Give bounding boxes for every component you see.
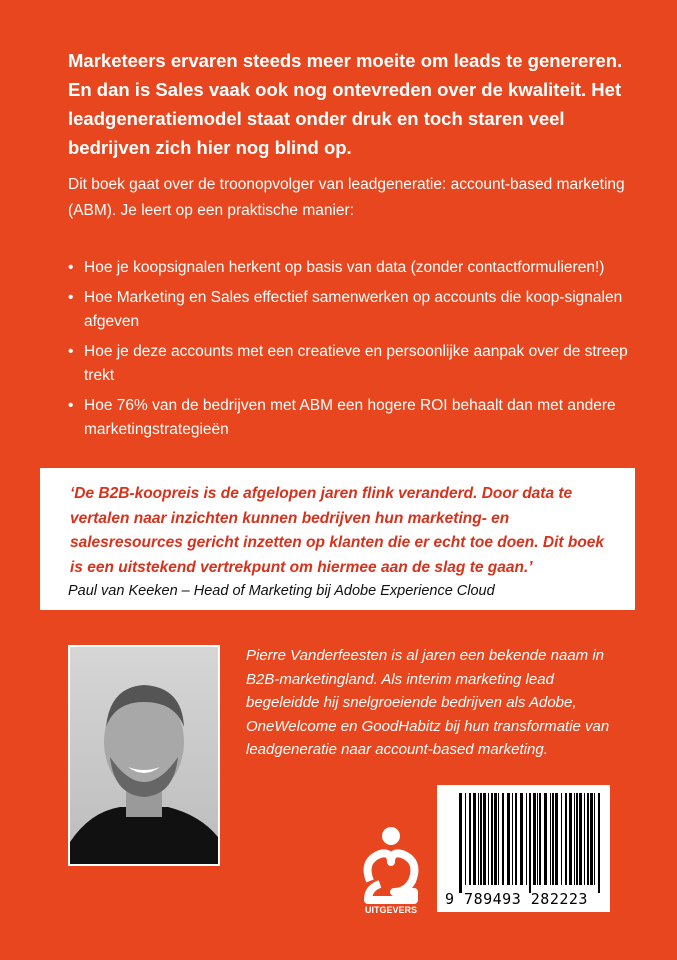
- barcode-bar: [544, 793, 547, 885]
- barcode-bar: [494, 793, 497, 885]
- barcode-bar: [515, 793, 517, 885]
- testimonial-author: Paul van Keeken – Head of Marketing bij Adobe Experience Cloud: [68, 583, 495, 599]
- barcode-bar: [590, 793, 593, 885]
- barcode-bar: [488, 793, 489, 885]
- barcode-bar: [587, 793, 589, 885]
- barcode-bar: [480, 793, 482, 885]
- author-bio: Pierre Vanderfeesten is al jaren een bekende naam in B2B-marketingland. Als interim marketing lead begeleidde hij snelgroeiende bedrijven als Adobe, OneWelcome en GoodHabitz bij hun transformatie van leadgeneratie naar account-based marketing.: [246, 647, 610, 758]
- testimonial-quote: ‘De B2B-koopreis is de afgelopen jaren flink veranderd. Door data te vertalen naar inzichten kunnen bedrijven hun marketing- en salesresources gericht inzetten op klanten die er echt toe doen. Dit boek is een uitstekend vertrekpunt om hiermee aan de slag te gaan.’: [70, 485, 605, 576]
- barcode-bar: [561, 793, 562, 885]
- barcode-bar: [539, 793, 541, 885]
- barcode-bar: [598, 793, 600, 893]
- barcode-bar: [491, 793, 493, 885]
- barcode-bar: [502, 793, 504, 885]
- barcode-bar: [473, 793, 476, 885]
- barcode-bar: [507, 793, 510, 885]
- testimonial-box: [40, 468, 635, 610]
- intro-paragraph: Dit boek gaat over de troonopvolger van leadgeneratie: account-based marketing (ABM). Je leert op een praktische manier:: [68, 176, 625, 219]
- bullet-item: • Hoe je koopsignalen herkent op basis van data (zonder contactformulieren!): [68, 256, 638, 280]
- barcode-bar: [483, 793, 486, 885]
- headline: Marketeers ervaren steeds meer moeite om leads te genereren. En dan is Sales vaak ook nog ontevreden over de kwaliteit. Het leadgeneratiemodel staat onder druk en toch staren veel bedrijven zich hier nog blind op.: [68, 50, 623, 158]
- author-photo: [68, 645, 220, 866]
- barcode-bar: [478, 793, 479, 885]
- barcode-bar: [498, 793, 499, 885]
- bullet-list: [68, 256, 638, 448]
- barcode-bar: [569, 793, 572, 885]
- publisher-name: UITGEVERS: [364, 905, 418, 915]
- barcode-bar: [465, 793, 466, 885]
- barcode-bar: [555, 793, 558, 885]
- isbn-number: 9 789493 282223: [445, 890, 588, 908]
- barcode-bar: [565, 793, 567, 885]
- barcode-bar: [537, 793, 538, 885]
- barcode-bar: [594, 793, 595, 885]
- barcode-bar: [584, 793, 585, 885]
- barcode-bar: [574, 793, 575, 885]
- publisher-logo: [360, 826, 422, 916]
- barcode-bar: [469, 793, 471, 885]
- barcode-bar: [552, 793, 554, 885]
- barcode-bar: [459, 793, 462, 893]
- bullet-item: • Hoe 76% van de bedrijven met ABM een hogere ROI behaalt dan met andere marketingstrategieën: [68, 394, 638, 442]
- barcode-bar: [579, 793, 582, 885]
- barcode-bar: [550, 793, 551, 885]
- barcode-bar: [533, 793, 536, 885]
- bullet-item: • Hoe je deze accounts met een creatieve en persoonlijke aanpak over de streep trekt: [68, 340, 638, 388]
- barcode-bar: [512, 793, 513, 885]
- isbn-barcode: [437, 785, 610, 912]
- barcode-bar: [526, 793, 527, 885]
- barcode-bar: [529, 793, 531, 893]
- barcode-bar: [520, 793, 523, 885]
- barcode-bar: [576, 793, 578, 885]
- bullet-item: • Hoe Marketing en Sales effectief samenwerken op accounts die koop-signalen afgeven: [68, 286, 638, 334]
